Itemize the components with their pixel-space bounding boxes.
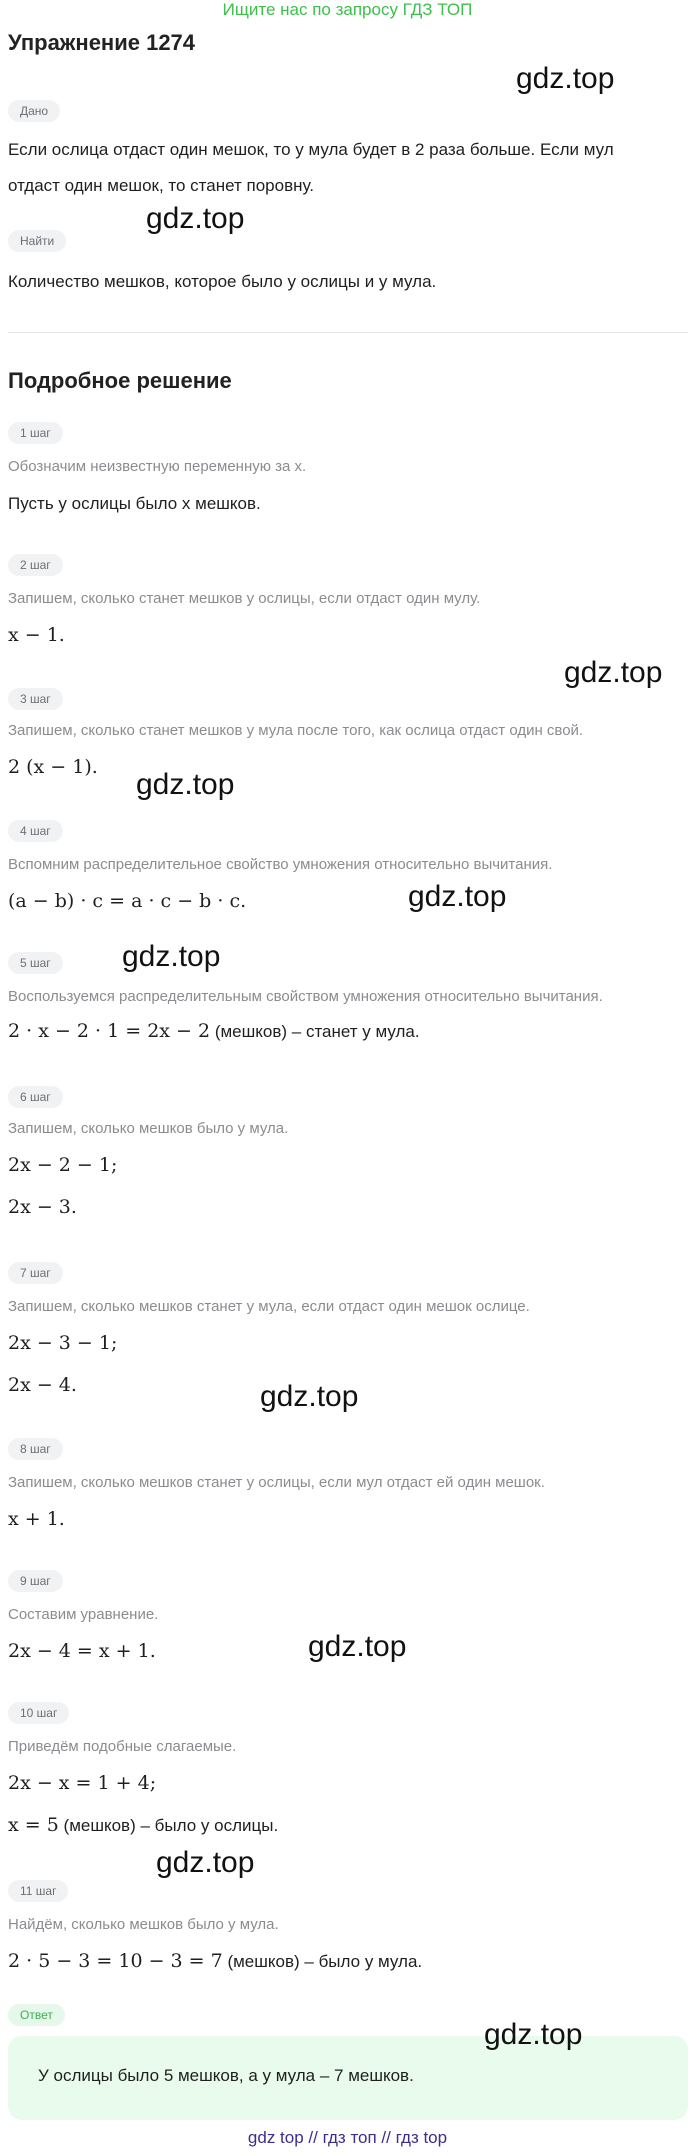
solution-title: Подробное решение bbox=[8, 368, 232, 393]
find-label: Найти bbox=[8, 230, 66, 252]
watermark: gdz.top bbox=[516, 62, 615, 95]
divider bbox=[8, 332, 688, 333]
search-banner: Ищите нас по запросу ГДЗ ТОП bbox=[222, 0, 473, 19]
watermark: gdz.top bbox=[408, 880, 507, 913]
watermark: gdz.top bbox=[260, 1380, 359, 1413]
given-text-2: отдаст один мешок, то станет поровну. bbox=[8, 176, 315, 195]
find-text: Количество мешков, которое было у ослицы и у мула. bbox=[8, 272, 437, 291]
watermark: gdz.top bbox=[484, 2018, 583, 2051]
step-desc: Вспомним распределительное свойство умножения относительно вычитания. bbox=[8, 856, 553, 873]
page-title: Упражнение 1274 bbox=[8, 30, 196, 55]
watermark: gdz.top bbox=[122, 940, 221, 973]
step-desc: Обозначим неизвестную переменную за x. bbox=[8, 458, 307, 475]
step-line: x − 1. bbox=[8, 624, 65, 646]
step-line: Пусть у ослицы было x мешков. bbox=[8, 494, 261, 513]
step-line: 2 · 5 − 3 = 10 − 3 = 7 (мешков) – было у мула. bbox=[8, 1950, 423, 1972]
step-desc: Запишем, сколько мешков станет у мула, если отдаст один мешок ослице. bbox=[8, 1298, 530, 1315]
step-desc: Запишем, сколько станет мешков у мула после того, как ослица отдаст один свой. bbox=[8, 722, 584, 739]
step-label: 11 шаг bbox=[8, 1880, 68, 1902]
answer-label: Ответ bbox=[8, 2004, 65, 2026]
step-line: 2x − 4 = x + 1. bbox=[8, 1640, 156, 1662]
step-label: 3 шаг bbox=[8, 688, 63, 710]
step-label: 9 шаг bbox=[8, 1570, 63, 1592]
step-label: 4 шаг bbox=[8, 820, 63, 842]
step-line: 2x − 2 − 1; bbox=[8, 1154, 118, 1176]
step-label: 10 шаг bbox=[8, 1702, 69, 1724]
watermark: gdz.top bbox=[564, 656, 663, 689]
footer-links[interactable]: gdz top // гдз топ // гдз top bbox=[247, 2128, 448, 2147]
step-label: 1 шаг bbox=[8, 422, 63, 444]
step-desc: Составим уравнение. bbox=[8, 1606, 159, 1623]
step-line: x = 5 (мешков) – было у ослицы. bbox=[8, 1814, 279, 1836]
step-label: 5 шаг bbox=[8, 952, 63, 974]
step-desc: Приведём подобные слагаемые. bbox=[8, 1738, 237, 1755]
step-line: 2x − 4. bbox=[8, 1374, 77, 1396]
watermark: gdz.top bbox=[156, 1846, 255, 1879]
step-line: 2x − 3 − 1; bbox=[8, 1332, 118, 1354]
given-label: Дано bbox=[8, 100, 60, 122]
step-line: 2 (x − 1). bbox=[8, 756, 98, 778]
step-desc: Запишем, сколько станет мешков у ослицы, если отдаст один мулу. bbox=[8, 590, 481, 607]
step-line: 2 · x − 2 · 1 = 2x − 2 (мешков) – станет у мула. bbox=[8, 1020, 420, 1042]
answer-text: У ослицы было 5 мешков, а у мула – 7 мешков. bbox=[38, 2066, 414, 2085]
step-desc: Запишем, сколько мешков станет у ослицы, если мул отдаст ей один мешок. bbox=[8, 1474, 545, 1491]
step-line: 2x − 3. bbox=[8, 1196, 77, 1218]
step-label: 7 шаг bbox=[8, 1262, 63, 1284]
watermark: gdz.top bbox=[146, 202, 245, 235]
watermark: gdz.top bbox=[308, 1630, 407, 1663]
given-text-1: Если ослица отдаст один мешок, то у мула будет в 2 раза больше. Если мул bbox=[8, 140, 614, 159]
step-label: 2 шаг bbox=[8, 554, 63, 576]
answer-box bbox=[8, 2036, 688, 2120]
step-desc: Запишем, сколько мешков было у мула. bbox=[8, 1120, 289, 1137]
step-label: 8 шаг bbox=[8, 1438, 63, 1460]
step-line: 2x − x = 1 + 4; bbox=[8, 1772, 157, 1794]
step-label: 6 шаг bbox=[8, 1086, 63, 1108]
step-line: x + 1. bbox=[8, 1508, 65, 1530]
step-desc: Найдём, сколько мешков было у мула. bbox=[8, 1916, 279, 1933]
step-desc: Воспользуемся распределительным свойством умножения относительно вычитания. bbox=[8, 988, 603, 1005]
watermark: gdz.top bbox=[136, 768, 235, 801]
step-line: (a − b) · c = a · c − b · c. bbox=[8, 890, 247, 912]
